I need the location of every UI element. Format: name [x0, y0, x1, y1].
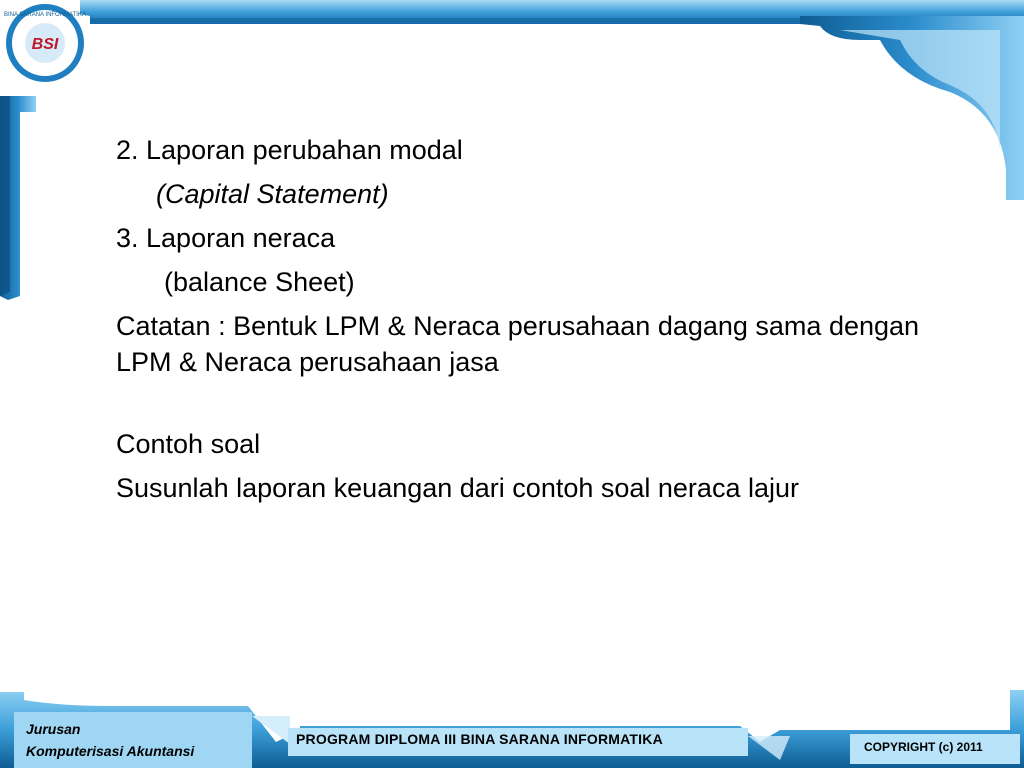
logo-emblem — [4, 2, 86, 84]
footer-dept-line2: Komputerisasi Akuntansi — [26, 743, 195, 759]
left-bar-shadow — [0, 96, 10, 296]
item-laporan-neraca: 3. Laporan neraca — [116, 223, 336, 253]
footer-program: PROGRAM DIPLOMA III BINA SARANA INFORMATIKA — [296, 731, 663, 747]
logo-text: BINA SARANA INFORMATIKA — [4, 12, 86, 18]
item-balance-sheet: (balance Sheet) — [164, 267, 355, 297]
item-contoh-soal: Contoh soal — [116, 429, 261, 459]
footer-dept-line1: Jurusan — [26, 721, 81, 737]
slide-content — [116, 132, 928, 506]
bsi-logo — [4, 2, 86, 84]
top-band-edge — [90, 18, 800, 22]
item-capital-statement: (Capital Statement) — [156, 179, 389, 209]
item-catatan: Catatan : Bentuk LPM & Neraca perusahaan dagang sama dengan LPM & Neraca perusahaan jasa — [116, 311, 920, 377]
item-susunlah: Susunlah laporan keuangan dari contoh soal neraca lajur — [116, 473, 799, 503]
footer-department — [26, 718, 256, 762]
logo-mark: BSI — [31, 36, 59, 53]
item-laporan-perubahan-modal: 2. Laporan perubahan modal — [116, 135, 463, 165]
footer-copyright: COPYRIGHT (c) 2011 — [864, 740, 983, 754]
